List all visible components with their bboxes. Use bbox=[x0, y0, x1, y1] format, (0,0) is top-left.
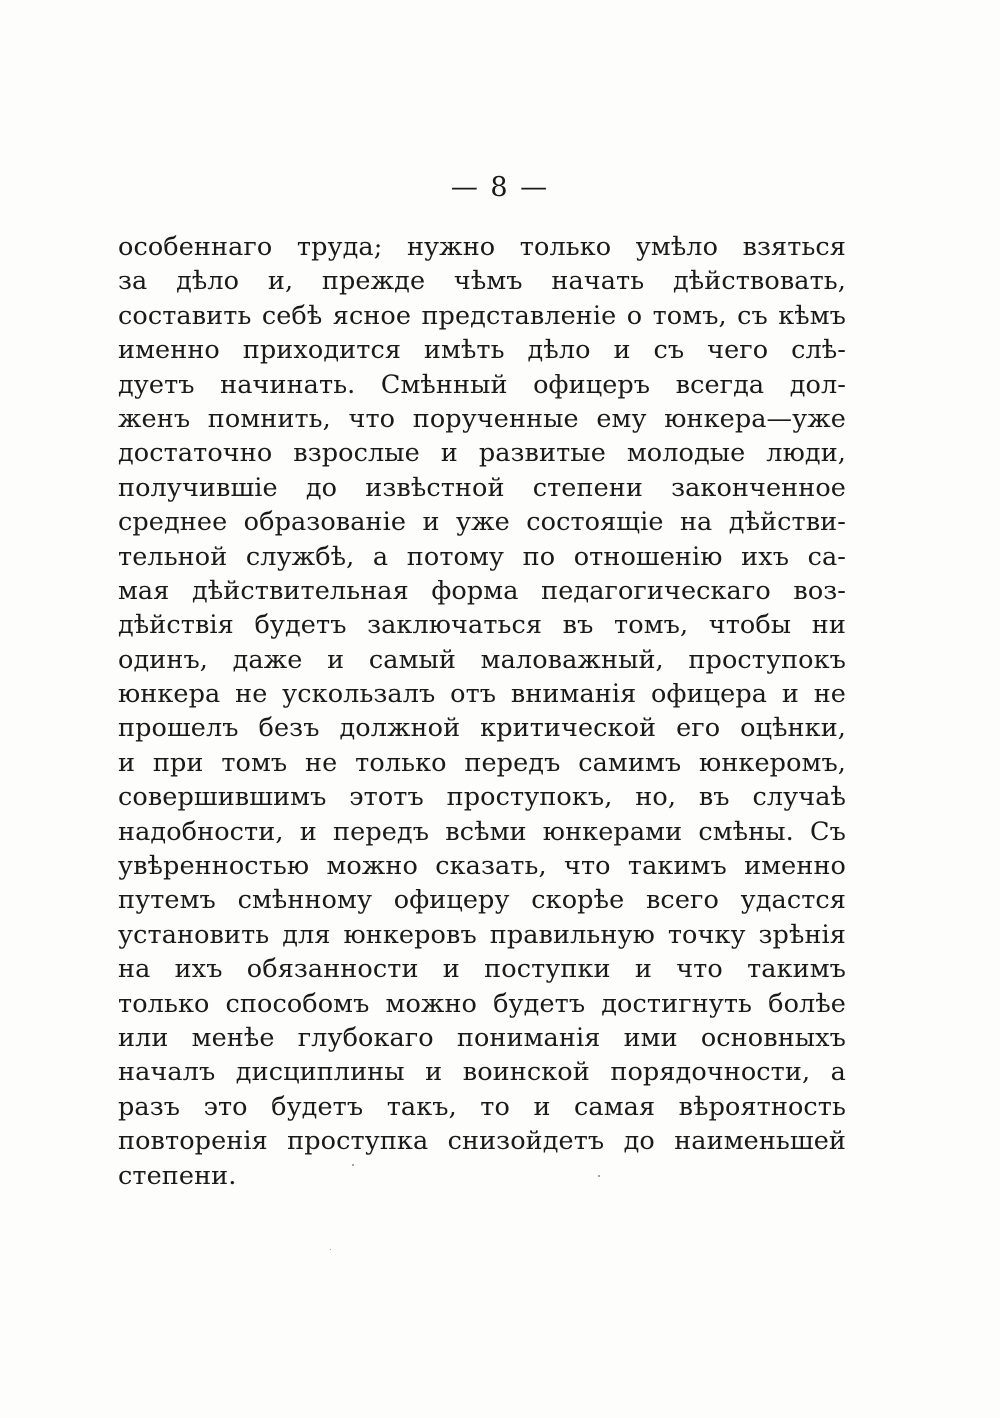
text-line: только способомъ можно будетъ достигнуть болѣе bbox=[118, 988, 846, 1019]
text-line: разъ это будетъ такъ, то и самая вѣроятность bbox=[118, 1091, 846, 1122]
text-line: степени. bbox=[118, 1160, 237, 1191]
text-line: или менѣе глубокаго пониманія ими основныхъ bbox=[118, 1022, 846, 1053]
text-line: получившіе до извѣстной степени законченное bbox=[118, 472, 846, 503]
text-line: за дѣло и, прежде чѣмъ начать дѣйствовать, bbox=[118, 266, 846, 297]
body-text bbox=[118, 230, 846, 1193]
text-line: прошелъ безъ должной критической его оцѣнки, bbox=[118, 713, 846, 744]
scan-speck bbox=[330, 1249, 331, 1250]
text-line: достаточно взрослые и развитые молодые люди, bbox=[118, 438, 846, 469]
text-line: совершившимъ этотъ проступокъ, но, въ случаѣ bbox=[118, 782, 846, 813]
text-line: на ихъ обязанности и поступки и что такимъ bbox=[118, 954, 846, 985]
text-line: составить себѣ ясное представленіе о томъ, съ кѣмъ bbox=[118, 300, 846, 331]
page-number: — 8 — bbox=[450, 172, 550, 203]
text-line: дѣйствія будетъ заключаться въ томъ, чтобы ни bbox=[118, 610, 846, 641]
scan-speck bbox=[352, 1164, 354, 1166]
scan-speck bbox=[598, 1175, 600, 1177]
text-line: юнкера не ускользалъ отъ вниманія офицера и не bbox=[118, 679, 846, 710]
text-line: одинъ, даже и самый маловажный, проступокъ bbox=[118, 644, 846, 675]
text-line: надобности, и передъ всѣми юнкерами смѣны. Съ bbox=[118, 816, 846, 847]
text-line: и при томъ не только передъ самимъ юнкеромъ, bbox=[118, 747, 846, 778]
text-line: путемъ смѣнному офицеру скорѣе всего удастся bbox=[118, 885, 846, 916]
text-line: тельной службѣ, а потому по отношенію ихъ са- bbox=[118, 541, 846, 572]
text-line: повторенія проступка снизойдетъ до наименьшей bbox=[118, 1126, 846, 1157]
text-line: среднее образованіе и уже состоящіе на дѣйстви- bbox=[118, 507, 846, 538]
text-line: началъ дисциплины и воинской порядочности, а bbox=[118, 1057, 846, 1088]
text-line: особеннаго труда; нужно только умѣло взяться bbox=[118, 232, 846, 262]
text-line: мая дѣйствительная форма педагогическаго воз- bbox=[118, 575, 846, 606]
text-line: именно приходится имѣть дѣло и съ чего слѣ- bbox=[118, 335, 846, 366]
text-line: дуетъ начинать. Смѣнный офицеръ всегда дол- bbox=[118, 369, 846, 400]
text-line: установить для юнкеровъ правильную точку зрѣнія bbox=[118, 919, 846, 950]
text-line: увѣренностью можно сказать, что такимъ именно bbox=[118, 851, 846, 882]
text-line: женъ помнить, что порученные ему юнкера—уже bbox=[118, 403, 846, 434]
